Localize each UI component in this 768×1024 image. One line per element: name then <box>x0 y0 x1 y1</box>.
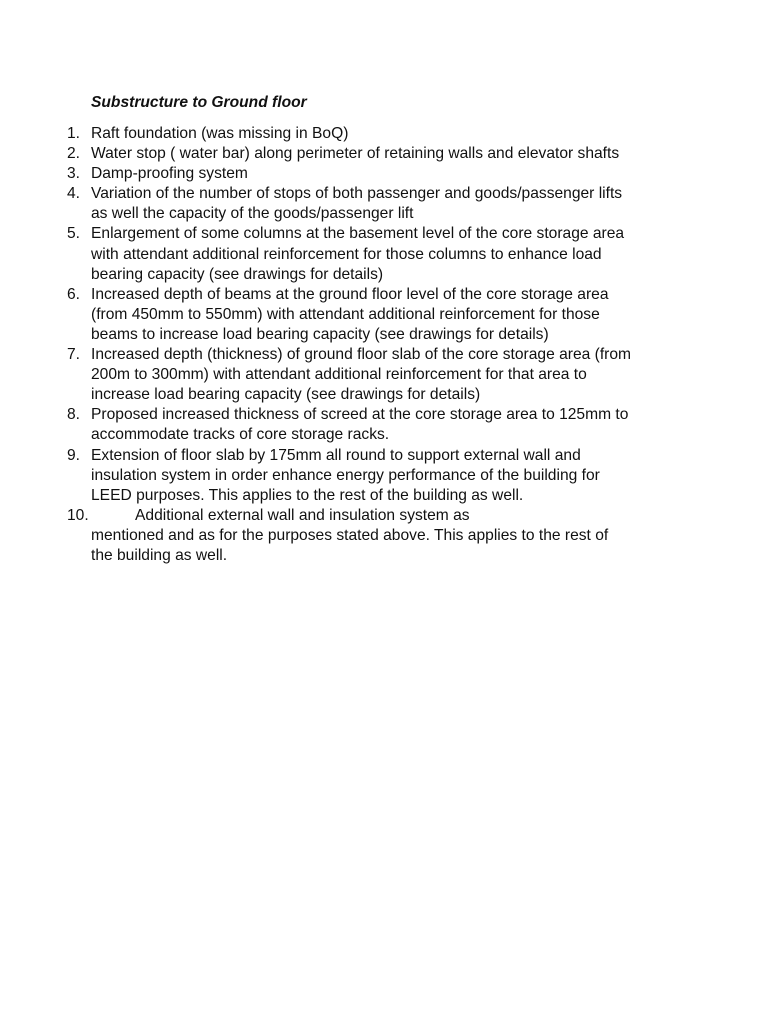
list-line: Increased depth of beams at the ground floor level of the core storage area <box>91 285 609 303</box>
list-line: accommodate tracks of core storage racks. <box>91 426 390 444</box>
list-line: Additional external wall and insulation system as <box>135 506 470 524</box>
list-item-1 <box>0 124 768 144</box>
list-number: 6. <box>67 285 81 303</box>
list-line: increase load bearing capacity (see drawings for details) <box>91 386 481 404</box>
list-line: as well the capacity of the goods/passenger lift <box>91 205 414 223</box>
list-line: Increased depth (thickness) of ground floor slab of the core storage area (from <box>91 346 632 364</box>
list-number: 8. <box>67 406 81 424</box>
list-item-6 <box>0 285 768 345</box>
section-heading: Substructure to Ground floor <box>91 94 307 111</box>
list-item-9 <box>0 446 768 506</box>
list-line: Damp-proofing system <box>91 165 248 183</box>
list-line: (from 450mm to 550mm) with attendant additional reinforcement for those <box>91 305 600 323</box>
list-line: with attendant additional reinforcement for those columns to enhance load <box>91 245 602 263</box>
list-line: mentioned and as for the purposes stated above. This applies to the rest of <box>91 526 609 544</box>
list-item-5 <box>0 224 768 284</box>
list-line: the building as well. <box>91 546 228 564</box>
list-item-2 <box>0 144 768 164</box>
list-line: Enlargement of some columns at the basement level of the core storage area <box>91 225 625 243</box>
list-line: Water stop ( water bar) along perimeter of retaining walls and elevator shafts <box>91 145 620 163</box>
list-line: Variation of the number of stops of both passenger and goods/passenger lifts <box>91 185 623 203</box>
list-line: bearing capacity (see drawings for details) <box>91 265 384 283</box>
list-number: 9. <box>67 446 81 464</box>
list-number: 1. <box>67 125 81 142</box>
list-line: Proposed increased thickness of screed at the core storage area to 125mm to <box>91 406 629 424</box>
list-line: insulation system in order enhance energy performance of the building for <box>91 466 600 484</box>
list-number: 10. <box>67 506 89 524</box>
list-number: 4. <box>67 185 81 203</box>
list-line: beams to increase load bearing capacity (see drawings for details) <box>91 325 549 343</box>
list-item-3 <box>0 164 768 184</box>
list-item-10 <box>0 506 768 566</box>
list-line: 200m to 300mm) with attendant additional reinforcement for that area to <box>91 366 587 384</box>
list-line: Extension of floor slab by 175mm all round to support external wall and <box>91 446 581 464</box>
list-number: 2. <box>67 145 81 163</box>
list-number: 7. <box>67 346 81 364</box>
list-number: 5. <box>67 225 81 243</box>
list-line: Raft foundation (was missing in BoQ) <box>91 125 349 142</box>
list-number: 3. <box>67 165 81 183</box>
list-item-8 <box>0 405 768 445</box>
list-item-7 <box>0 345 768 405</box>
list-line: LEED purposes. This applies to the rest of the building as well. <box>91 486 524 504</box>
list-item-4 <box>0 184 768 224</box>
numbered-list <box>0 124 768 566</box>
